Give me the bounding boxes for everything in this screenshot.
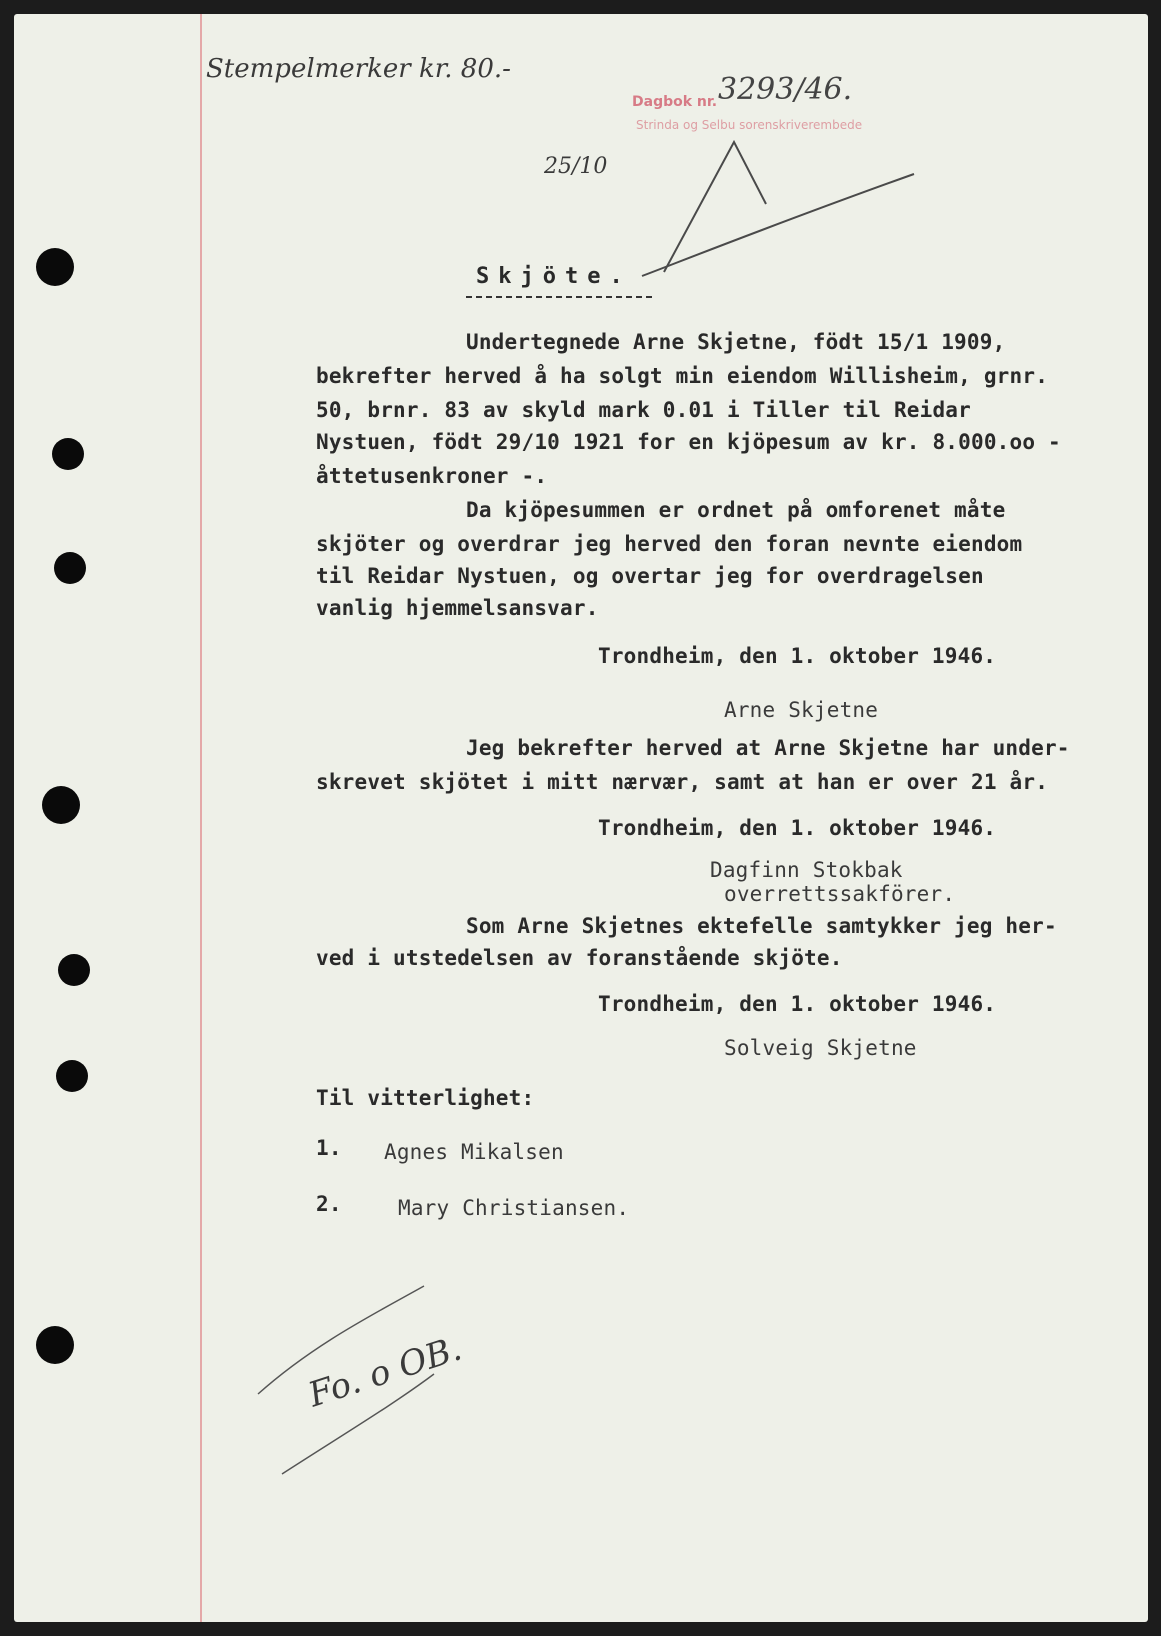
body-line: Nystuen, födt 29/10 1921 for en kjöpesum av kr. 8.000.oo -: [316, 430, 1061, 454]
signature-spouse: Solveig Skjetne: [724, 1036, 917, 1060]
signature-lawyer-name: Dagfinn Stokbak: [710, 858, 903, 882]
place-date: Trondheim, den 1. oktober 1946.: [598, 816, 997, 840]
witness-statement-line: Jeg bekrefter herved at Arne Skjetne har under-: [466, 736, 1070, 760]
bottom-initials: Fo. o OB.: [303, 1328, 467, 1416]
signature-lawyer-title: overrettssakförer.: [724, 882, 956, 906]
signature-seller: Arne Skjetne: [724, 698, 879, 722]
place-date: Trondheim, den 1. oktober 1946.: [598, 992, 997, 1016]
stamp-label: Dagbok nr.: [632, 94, 718, 110]
spouse-consent-line: Som Arne Skjetnes ektefelle samtykker jeg her-: [466, 914, 1057, 938]
body-line: Undertegnede Arne Skjetne, födt 15/1 1909,: [466, 330, 1006, 354]
journal-number: 3293/46.: [718, 72, 853, 107]
spouse-consent-line: ved i utstedelsen av foranstående skjöte.: [316, 946, 843, 970]
stamp-office: Strinda og Selbu sorenskriverembede: [636, 118, 863, 132]
witness-statement-line: skrevet skjötet i mitt nærvær, samt at han er over 21 år.: [316, 770, 1049, 794]
document-page: [14, 14, 1148, 1622]
body-line: Da kjöpesummen er ordnet på omforenet måte: [466, 498, 1006, 522]
witness-number: 2.: [316, 1192, 342, 1216]
body-line: bekrefter herved å ha solgt min eiendom Willisheim, grnr.: [316, 364, 1049, 388]
witness-name: Mary Christiansen.: [398, 1196, 630, 1220]
title-underline: [466, 296, 652, 298]
body-line: skjöter og overdrar jeg herved den foran nevnte eiendom: [316, 532, 1023, 556]
body-line: til Reidar Nystuen, og overtar jeg for overdragelsen: [316, 564, 984, 588]
document-title: Skjöte.: [476, 264, 632, 289]
stamp-duty-note: Stempelmerker kr. 80.-: [206, 54, 511, 84]
date-note: 25/10: [544, 154, 608, 179]
witness-name: Agnes Mikalsen: [384, 1140, 564, 1164]
witness-number: 1.: [316, 1136, 342, 1160]
witness-heading: Til vitterlighet:: [316, 1086, 535, 1110]
body-line: åttetusenkroner -.: [316, 464, 548, 488]
body-line: 50, brnr. 83 av skyld mark 0.01 i Tiller til Reidar: [316, 398, 971, 422]
place-date: Trondheim, den 1. oktober 1946.: [598, 644, 997, 668]
body-line: vanlig hjemmelsansvar.: [316, 596, 599, 620]
